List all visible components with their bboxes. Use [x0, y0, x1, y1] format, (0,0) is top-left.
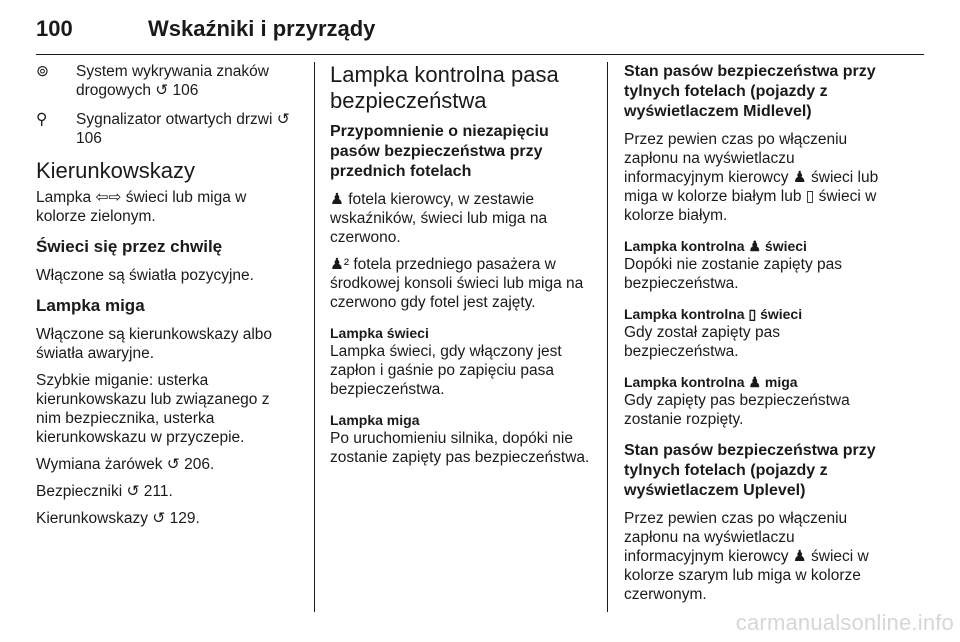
paragraph: Gdy zapięty pas bezpieczeństwa zostanie rozpięty. [624, 392, 850, 428]
chapter-title: Wskaźniki i przyrządy [148, 16, 376, 41]
subheading: Lampka świeci [330, 325, 429, 341]
column-1 [36, 62, 298, 536]
subsection-title: Lampka miga [36, 296, 145, 315]
subheading: Lampka kontrolna ♟ miga [624, 374, 798, 390]
paragraph: Przez pewien czas po włączeniu zapłonu na wyświetlaczu informacyjnym kierowcy ♟ świeci lub miga w kolorze białym lub ▯ świeci w kolorze białym. [624, 131, 879, 224]
definition-door-open [36, 110, 298, 148]
definition-text: System wykrywania znaków drogowych ↺ 106 [76, 63, 269, 99]
paragraph: Przez pewien czas po włączeniu zapłonu na wyświetlaczu informacyjnym kierowcy ♟ świeci w kolorze szarym lub miga w kolorze czerwonym. [624, 510, 869, 603]
door-open-icon: ⚲ [36, 111, 48, 128]
page-number: 100 [36, 16, 73, 41]
page-header [36, 14, 924, 55]
subsection-title: Przypomnienie o niezapięciu pasów bezpieczeństwa przy przednich fotelach [330, 123, 549, 180]
paragraph: ♟ fotela kierowcy, w zestawie wskaźników, świeci lub miga na czerwono. [330, 191, 548, 246]
column-3 [624, 62, 888, 612]
section-title: Lampka kontrolna pasa bezpieczeństwa [330, 62, 559, 113]
paragraph: Dopóki nie zostanie zapięty pas bezpieczeństwa. [624, 256, 842, 292]
cross-reference-link[interactable]: Bezpieczniki ↺ 211. [36, 483, 173, 500]
subheading: Lampka miga [330, 412, 420, 428]
paragraph: Po uruchomieniu silnika, dopóki nie zostanie zapięty pas bezpieczeństwa. [330, 430, 590, 466]
subheading: Lampka kontrolna ▯ świeci [624, 306, 803, 322]
column-2 [330, 62, 592, 475]
subheading: Lampka kontrolna ♟ świeci [624, 238, 807, 254]
paragraph: Lampka ⇦⇨ świeci lub miga w kolorze zielonym. [36, 189, 247, 225]
cross-reference-link[interactable]: Wymiana żarówek ↺ 206. [36, 456, 215, 473]
paragraph: Włączone są światła pozycyjne. [36, 267, 254, 284]
section-title: Stan pasów bezpieczeństwa przy tylnych fotelach (pojazdy z wyświetlaczem Midlevel) [624, 63, 876, 120]
paragraph: Gdy został zapięty pas bezpieczeństwa. [624, 324, 780, 360]
section-title: Stan pasów bezpieczeństwa przy tylnych fotelach (pojazdy z wyświetlaczem Uplevel) [624, 442, 876, 499]
paragraph: Lampka świeci, gdy włączony jest zapłon i gaśnie po zapięciu pasa bezpieczeństwa. [330, 343, 562, 398]
definition-text: Sygnalizator otwartych drzwi ↺ 106 [76, 111, 290, 147]
subsection-title: Świeci się przez chwilę [36, 237, 223, 256]
paragraph: ♟² fotela przedniego pasażera w środkowej konsoli świeci lub miga na czerwono gdy fotel jest zajęty. [330, 256, 584, 311]
column-divider-2 [607, 62, 608, 612]
paragraph: Włączone są kierunkowskazy albo światła awaryjne. [36, 326, 273, 362]
cross-reference-link[interactable]: Kierunkowskazy ↺ 129. [36, 510, 200, 527]
column-divider-1 [314, 62, 315, 612]
watermark: carmanualsonline.info [735, 610, 954, 635]
traffic-sign-icon: ⊚ [36, 63, 49, 80]
paragraph: Szybkie miganie: usterka kierunkowskazu lub związanego z nim bezpiecznika, usterka kierunkowskazu w przyczepie. [36, 372, 270, 446]
definition-traffic-sign [36, 62, 298, 100]
section-title: Kierunkowskazy [36, 158, 195, 183]
